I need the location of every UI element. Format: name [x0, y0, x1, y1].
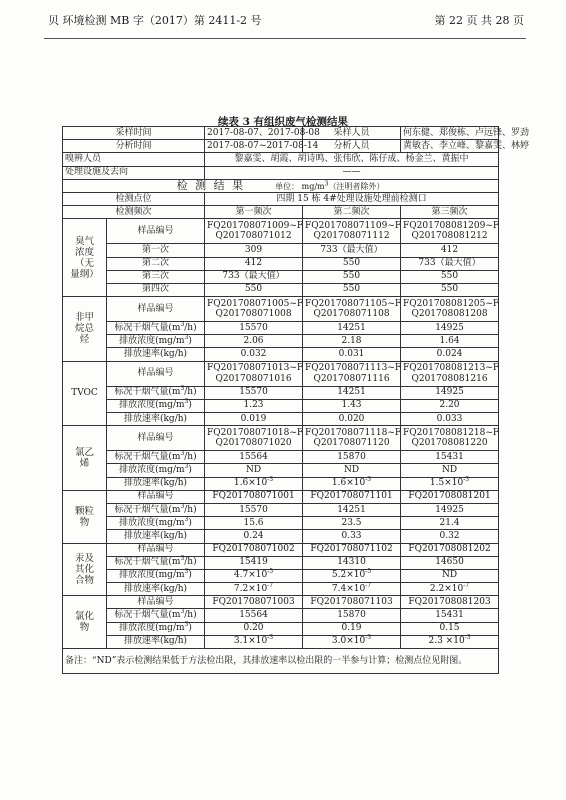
analysts-label: 分析人员: [303, 140, 401, 153]
results-table: [62, 126, 530, 674]
vinyl-conc-row: 排放浓度$(mg/m^3)$ ND ND ND: [63, 464, 499, 477]
mercury-conc-row: 排放浓度$(mg/m^3)$ $4.7\times 10^{-5}$ $5.2\times 10^{-5}$ ND: [63, 569, 499, 582]
samplers-value: 何东健、郑俊栋、卢远锋、罗劲: [401, 127, 499, 140]
chloride-param: 氯化 物: [63, 596, 107, 649]
freq-1: 第一频次: [205, 206, 303, 219]
analysis-time-label: 分析时间: [63, 140, 205, 153]
odor-sample-2: FQ201708071109~F Q201708071112: [303, 219, 401, 244]
facility-label: 处理设施及去向: [63, 166, 205, 179]
info-row-smellers: [63, 153, 499, 166]
mercury-param: 汞及 其化 合物: [63, 543, 107, 596]
chloride-flow-row: 标况干烟气量$(m^3/h)$ 15564 15870 15431: [63, 609, 499, 622]
info-row-facility: [63, 166, 499, 179]
nmhc-conc-row: 排放浓度$(mg/m^3)$ 2.06 2.18 1.64: [63, 335, 499, 348]
particulate-sample-row: 颗粒 物 样品编号 FQ201708071001 FQ201708071101 FQ201708081201: [63, 490, 499, 503]
tvoc-sample-row: TVOC 样品编号 FQ201708071013~F Q201708071016 FQ201708071113~F Q201708071116 FQ201708081213~F Q201708081216: [63, 361, 499, 386]
mercury-rate-row: 排放速率(kg/h) $7.2\times 10^{-7}$ $7.4\times 10^{-7}$ $2.2\times 10^{-7}$: [63, 583, 499, 596]
unit-note: 单位： $mg/m^3$（注明者除外）: [275, 180, 385, 191]
report-number: 贝 环境检测 MB 字（2017）第 2411-2 号: [48, 14, 262, 27]
sampling-time-value: 2017-08-07、2017-08-08: [205, 127, 303, 140]
tvoc-param: TVOC: [63, 361, 107, 426]
chloride-conc-row: 排放浓度$(mg/m^3)$ 0.20 0.19 0.15: [63, 622, 499, 635]
smellers-value: 黎嘉雯、胡霞、胡诗鸣、张伟欣、陈仔成、杨金兰、黄振中: [205, 153, 499, 166]
odor-sample-label: 样品编号: [107, 219, 205, 244]
odor-row-4: 第四次 550 550 550: [63, 283, 499, 296]
odor-param: 臭气 浓度 （无 量纲）: [63, 219, 107, 297]
sampling-time-label: 采样时间: [63, 127, 205, 140]
vinyl-sample-row: 氯乙 烯 样品编号 FQ201708071018~F Q201708071020 FQ201708071118~F Q201708071120 FQ201708081218~F Q201708081220: [63, 426, 499, 451]
tvoc-rate-row: 排放速率(kg/h) 0.019 0.020 0.033: [63, 413, 499, 426]
nmhc-param: 非甲 烷总 烃: [63, 297, 107, 362]
facility-value: ——: [205, 166, 499, 179]
analysts-value: 黄敏杏、李立峰、黎嘉雯、林婷: [401, 140, 499, 153]
vinyl-param: 氯乙 烯: [63, 426, 107, 491]
vinyl-flow-row: 标况干烟气量$(m^3/h)$ 15564 15870 15431: [63, 451, 499, 464]
odor-sample-1: FQ201708071009~F Q201708071012: [205, 219, 303, 244]
footnote-row: [63, 649, 499, 674]
point-row: [63, 192, 499, 205]
samplers-label: 采样人员: [303, 127, 401, 140]
tvoc-conc-row: 排放浓度$(mg/m^3)$ 1.23 1.43 2.20: [63, 399, 499, 412]
freq-label: 检测频次: [63, 206, 205, 219]
particulate-flow-row: 标况干烟气量$(m^3/h)$ 15570 14251 14925: [63, 503, 499, 516]
odor-row-1: 第一次 309 733（最大值） 412: [63, 244, 499, 257]
nmhc-sample-row: 非甲 烷总 烃 样品编号 FQ201708071005~F Q201708071008 FQ201708071105~F Q201708071108 FQ201708081205~F Q201708081208: [63, 297, 499, 322]
chloride-rate-row: 排放速率(kg/h) $3.1\times 10^{-3}$ $3.0\times 10^{-3}$ $2.3 \times 10^{-3}$: [63, 635, 499, 648]
results-heading-text: 检 测 结 果: [176, 178, 246, 192]
freq-row: [63, 206, 499, 219]
particulate-rate-row: 排放速率(kg/h) 0.24 0.33 0.32: [63, 530, 499, 543]
footnote: 备注：“ND”表示检测结果低于方法检出限，其排放速率以检出限的一半参与计算；检测点位见附图。: [63, 649, 499, 674]
table-title: 续表 3 有组织废气检测结果: [217, 116, 349, 128]
point-label: 检测点位: [63, 192, 205, 205]
nmhc-flow-row: 标况干烟气量$(m^3/h)$ 15570 14251 14925: [63, 322, 499, 335]
analysis-time-value: 2017-08-07~2017-08-14: [205, 140, 303, 153]
tvoc-flow-row: 标况干烟气量$(m^3/h)$ 15570 14251 14925: [63, 386, 499, 399]
header-rule: [44, 38, 526, 39]
page-number: 第 22 页 共 28 页: [434, 14, 524, 27]
chloride-sample-row: 氯化 物 样品编号 FQ201708071003 FQ201708071103 FQ201708081203: [63, 596, 499, 609]
results-heading: [63, 179, 499, 192]
smellers-label: 嗅辨人员: [63, 153, 205, 166]
freq-3: 第三频次: [401, 206, 499, 219]
nmhc-rate-row: 排放速率(kg/h) 0.032 0.031 0.024: [63, 348, 499, 361]
vinyl-rate-row: 排放速率(kg/h) $1.6\times 10^{-3}$ $1.6\times 10^{-3}$ $1.5\times 10^{-3}$: [63, 477, 499, 490]
freq-2: 第二频次: [303, 206, 401, 219]
mercury-flow-row: 标况干烟气量$(m^3/h)$ 15419 14310 14650: [63, 556, 499, 569]
particulate-param: 颗粒 物: [63, 490, 107, 543]
odor-row-2: 第二次 412 550 733（最大值）: [63, 257, 499, 270]
info-row-sampling: [63, 127, 499, 140]
info-row-analysis: [63, 140, 499, 153]
particulate-conc-row: 排放浓度$(mg/m^3)$ 15.6 23.5 21.4: [63, 517, 499, 530]
point-value: 四期 15 栋 4#处理设施处理前检测口: [205, 192, 499, 205]
odor-sample-row: [63, 219, 499, 244]
odor-sample-3: FQ201708081209~F Q201708081212: [401, 219, 499, 244]
mercury-sample-row: 汞及 其化 合物 样品编号 FQ201708071002 FQ201708071102 FQ201708081202: [63, 543, 499, 556]
odor-row-3: 第三次 733（最大值） 550 550: [63, 270, 499, 283]
results-heading-row: [63, 179, 499, 192]
